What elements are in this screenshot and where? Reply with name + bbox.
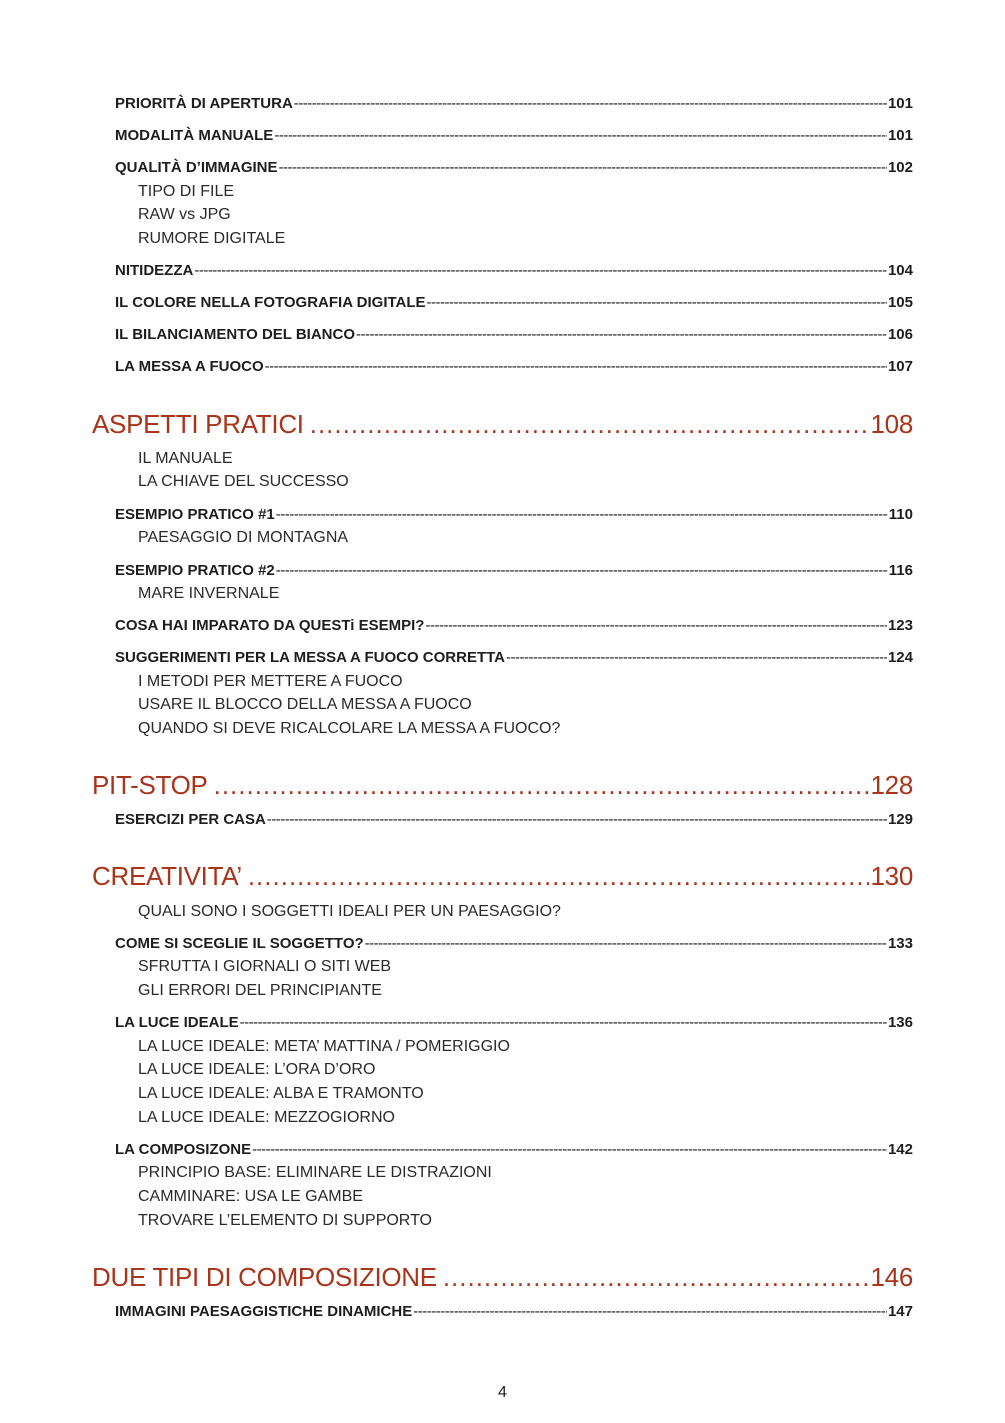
toc-entry-title: LA MESSA A FUOCO — [115, 358, 264, 375]
toc-chapter[interactable] — [92, 858, 913, 894]
toc-entry[interactable] — [115, 324, 913, 346]
toc-entry-title: IMMAGINI PAESAGGISTICHE DINAMICHE — [115, 1303, 413, 1320]
toc-chapter[interactable] — [92, 406, 913, 442]
toc-subentry: LA LUCE IDEALE: ALBA E TRAMONTO — [138, 1085, 424, 1102]
toc-subentry: PRINCIPIO BASE: ELIMINARE LE DISTRAZIONI — [138, 1164, 492, 1181]
dash-leader — [425, 615, 886, 637]
page-number: 4 — [498, 1384, 507, 1401]
toc-entry-page: 104 — [887, 262, 913, 279]
toc-entry[interactable] — [115, 560, 913, 582]
dot-leader — [310, 406, 869, 442]
toc-entry-page: 136 — [887, 1014, 913, 1031]
toc-entry-page: 123 — [887, 617, 913, 634]
toc-entry[interactable] — [115, 1012, 913, 1034]
toc-entry[interactable] — [115, 1139, 913, 1161]
toc-entry-title: SUGGERIMENTI PER LA MESSA A FUOCO CORRETTA — [115, 649, 506, 666]
dash-leader — [267, 809, 887, 831]
toc-entry[interactable] — [115, 292, 913, 314]
toc-entry-page: 101 — [887, 95, 913, 112]
toc-subentry: QUANDO SI DEVE RICALCOLARE LA MESSA A FUOCO? — [138, 720, 561, 737]
toc-entry-page: 102 — [887, 159, 913, 176]
toc-chapter-page: 146 — [870, 1262, 913, 1292]
toc-entry-page: 129 — [887, 811, 913, 828]
toc-chapter-title: ASPETTI PRATICI — [92, 409, 304, 439]
toc-entry-page: 105 — [887, 294, 913, 311]
toc-subentry: IL MANUALE — [138, 450, 233, 467]
toc-entry[interactable] — [115, 125, 913, 147]
dash-leader — [279, 157, 887, 179]
toc-subentry: TIPO DI FILE — [138, 183, 235, 200]
toc-entry-title: NITIDEZZA — [115, 262, 194, 279]
toc-entry[interactable] — [115, 504, 913, 526]
toc-entry-page: 116 — [888, 562, 913, 579]
toc-entry[interactable] — [115, 260, 913, 282]
toc-entry-title: ESEMPIO PRATICO #1 — [115, 506, 275, 523]
toc-chapter-title: DUE TIPI DI COMPOSIZIONE — [92, 1262, 437, 1292]
toc-subentry: LA LUCE IDEALE: META’ MATTINA / POMERIGGIO — [138, 1038, 510, 1055]
toc-entry[interactable] — [115, 615, 913, 637]
dot-leader — [443, 1259, 869, 1295]
dash-leader — [240, 1012, 887, 1034]
toc-subentry: TROVARE L’ELEMENTO DI SUPPORTO — [138, 1212, 432, 1229]
dash-leader — [365, 933, 887, 955]
toc-subentry: PAESAGGIO DI MONTAGNA — [138, 529, 349, 546]
toc-chapter-title: PIT-STOP — [92, 770, 208, 800]
toc-subentry: MARE INVERNALE — [138, 585, 280, 602]
toc-chapter-title: CREATIVITA’ — [92, 861, 242, 891]
toc-entry-title: LA LUCE IDEALE — [115, 1014, 239, 1031]
toc-entry-title: IL BILANCIAMENTO DEL BIANCO — [115, 326, 356, 343]
toc-subentry: LA LUCE IDEALE: L’ORA D’ORO — [138, 1061, 376, 1078]
toc-entry[interactable] — [115, 93, 913, 115]
toc-entry-page: 101 — [887, 127, 913, 144]
toc-entry-page: 106 — [887, 326, 913, 343]
toc-entry-title: QUALITÀ D’IMMAGINE — [115, 159, 278, 176]
toc-subentry: RAW vs JPG — [138, 206, 231, 223]
toc-chapter[interactable] — [92, 1259, 913, 1295]
dot-leader — [248, 858, 869, 894]
toc-entry-title: IL COLORE NELLA FOTOGRAFIA DIGITALE — [115, 294, 426, 311]
toc-entry[interactable] — [115, 1301, 913, 1323]
toc-entry[interactable] — [115, 356, 913, 378]
toc-entry-page: 133 — [887, 935, 913, 952]
toc-entry-page: 142 — [887, 1141, 913, 1158]
toc-subentry: SFRUTTA I GIORNALI O SITI WEB — [138, 958, 392, 975]
toc-chapter-page: 108 — [870, 409, 913, 439]
toc-entry[interactable] — [115, 157, 913, 179]
dot-leader — [214, 767, 869, 803]
toc-entry[interactable] — [115, 933, 913, 955]
toc-entry-title: PRIORITÀ DI APERTURA — [115, 95, 293, 112]
toc-entry-page: 124 — [887, 649, 913, 666]
dash-leader — [427, 292, 887, 314]
dash-leader — [265, 356, 887, 378]
dash-leader — [356, 324, 887, 346]
dash-leader — [274, 125, 887, 147]
toc-entry-title: LA COMPOSIZONE — [115, 1141, 252, 1158]
toc-subentry: CAMMINARE: USA LE GAMBE — [138, 1188, 363, 1205]
dash-leader — [194, 260, 887, 282]
toc-subentry: QUALI SONO I SOGGETTI IDEALI PER UN PAESAGGIO? — [138, 903, 561, 920]
toc-entry-page: 147 — [887, 1303, 913, 1320]
toc-subentry: I METODI PER METTERE A FUOCO — [138, 673, 403, 690]
toc-subentry: USARE IL BLOCCO DELLA MESSA A FUOCO — [138, 696, 472, 713]
toc-entry-title: COME SI SCEGLIE IL SOGGETTO? — [115, 935, 364, 952]
dash-leader — [413, 1301, 887, 1323]
toc-entry-title: COSA HAI IMPARATO DA QUESTi ESEMPI? — [115, 617, 425, 634]
toc-entry-title: MODALITÀ MANUALE — [115, 127, 274, 144]
toc-chapter-page: 128 — [870, 770, 913, 800]
toc-subentry: RUMORE DIGITALE — [138, 230, 286, 247]
toc-entry-title: ESERCIZI PER CASA — [115, 811, 266, 828]
toc-entry[interactable] — [115, 809, 913, 831]
toc-entry[interactable] — [115, 647, 913, 669]
dash-leader — [294, 93, 887, 115]
dash-leader — [276, 560, 888, 582]
dash-leader — [506, 647, 887, 669]
toc-chapter[interactable] — [92, 767, 913, 803]
toc-subentry: LA LUCE IDEALE: MEZZOGIORNO — [138, 1109, 395, 1126]
dash-leader — [252, 1139, 887, 1161]
toc-entry-page: 107 — [887, 358, 913, 375]
toc-chapter-page: 130 — [870, 861, 913, 891]
toc-subentry: LA CHIAVE DEL SUCCESSO — [138, 473, 349, 490]
toc-entry-page: 110 — [888, 506, 913, 523]
dash-leader — [276, 504, 888, 526]
toc-subentry: GLI ERRORI DEL PRINCIPIANTE — [138, 982, 382, 999]
toc-entry-title: ESEMPIO PRATICO #2 — [115, 562, 275, 579]
